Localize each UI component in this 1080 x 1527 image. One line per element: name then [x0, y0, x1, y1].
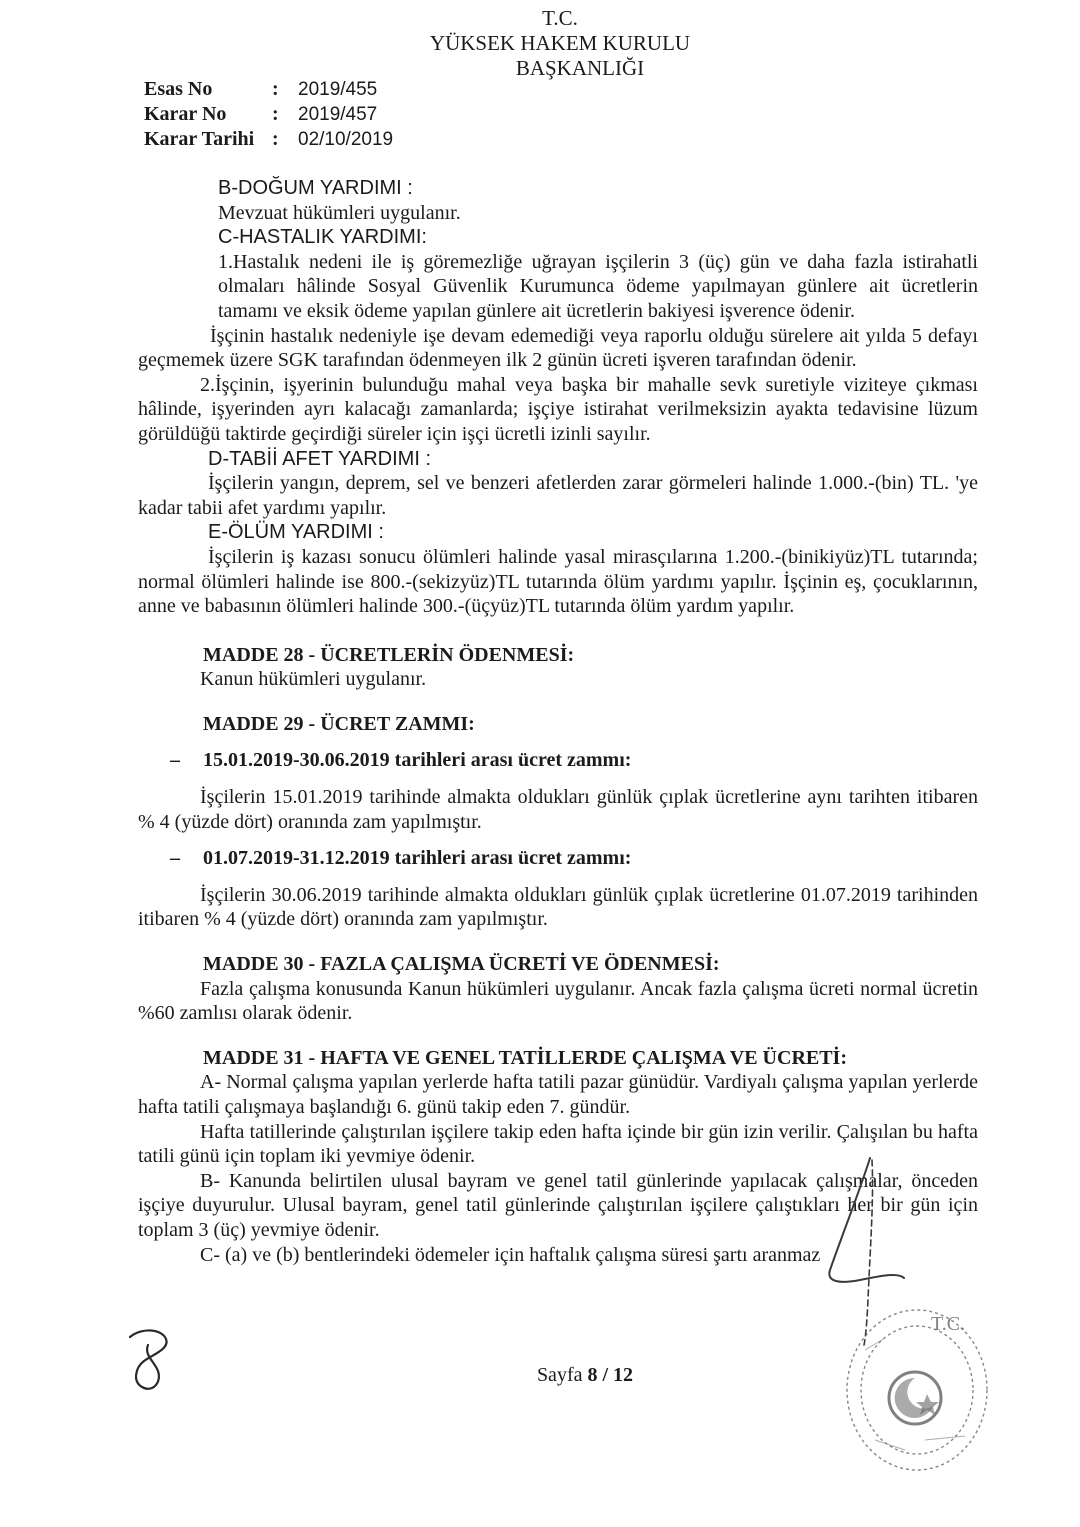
article-31-para-a2: Hafta tatillerinde çalıştırılan işçilere takip eden hafta içinde bir gün izin verilir. Çalışılan bu hafta tatili günü için toplam iki yevmiye ödenir.: [138, 1120, 978, 1168]
document-header: [0, 6, 1080, 81]
official-stamp-icon: [835, 1290, 995, 1480]
section-c-title: C-HASTALIK YARDIMI:: [218, 226, 427, 249]
bullet-title: 01.07.2019-31.12.2019 tarihleri arası ücret zammı:: [203, 847, 632, 870]
article-29-title: MADDE 29 - ÜCRET ZAMMI:: [203, 712, 475, 735]
meta-label: Karar No: [144, 103, 227, 125]
header-tc: T.C.: [542, 6, 578, 30]
meta-label: Esas No: [144, 78, 213, 100]
meta-row-esas: [144, 77, 393, 102]
meta-row-tarih: [144, 127, 393, 152]
article-29-bullet-2: [138, 846, 978, 871]
section-e-title: E-ÖLÜM YARDIMI :: [208, 521, 384, 544]
bullet-dash: –: [170, 847, 180, 870]
section-c-para-2: İşçinin hastalık nedeniyle işe devam edemediği veya raporlu olduğu sürelere ait yılda 5 defayı geçmemek üzere SGK tarafından ödenmeyen ilk 2 günün ücreti işveren tarafından ödenir.: [138, 324, 978, 372]
article-29-bullet-1-text: İşçilerin 15.01.2019 tarihinde almakta oldukları günlük çıplak ücretlerine aynı tarihten itibaren % 4 (yüzde dört) oranında zam yapılmıştır.: [138, 786, 978, 833]
section-c-para-3: 2.İşçinin, işyerinin bulunduğu mahal veya başka bir mahalle sevk suretiyle viziteye çıkması hâlinde, işyerinden ayrı kalacağı zamanlarda; işçiye istirahat verilmeksizin ayakta tedavisine lüzum görüldüğü taktirde geçirdiği süreler için işçi ücretli izinli sayılır.: [138, 373, 978, 445]
article-28-title: MADDE 28 - ÜCRETLERİN ÖDENMESİ:: [203, 643, 575, 666]
section-c-para-1-text: 1.Hastalık nedeni ile iş göremezliğe uğrayan işçilerin 3 (üç) gün ve daha fazla istirahatli olmaları hâlinde Sosyal Güvenlik Kurumunca ödeme yapılmayan günlere ait ücretlerin tamamı ve eksik ödeme yapılan günlere ait ücretlerin bakiyesi işverence ödenir.: [218, 250, 978, 322]
meta-colon: :: [272, 128, 279, 150]
section-b-text: Mevzuat hükümleri uygulanır.: [218, 201, 461, 224]
meta-colon: :: [272, 78, 279, 100]
page-separator: /: [602, 1364, 609, 1386]
meta-value: 02/10/2019: [298, 129, 394, 150]
article-30-title: MADDE 30 - FAZLA ÇALIŞMA ÜCRETİ VE ÖDENMESİ:: [203, 953, 720, 976]
section-d-text: İşçilerin yangın, deprem, sel ve benzeri afetlerden zarar görmeleri halinde 1.000.-(bin) TL. 'ye kadar tabii afet yardımı yapılır.: [138, 472, 978, 519]
header-presidency: BAŞKANLIĞI: [515, 56, 645, 80]
article-28-text: Kanun hükümleri uygulanır.: [200, 668, 427, 691]
article-31-para-b: B- Kanunda belirtilen ulusal bayram ve genel tatil günlerinde yapılacak çalışmalar, önceden işçiye duyurulur. Ulusal bayram, genel tatil günlerinde çalıştırılan işçilere çalıştıkları her bir gün için toplam 3 (üç) yevmiye ödenir.: [138, 1169, 978, 1241]
article-29-bullet-1: [138, 748, 978, 773]
page-total: 12: [613, 1364, 634, 1386]
document-body: [138, 176, 978, 1267]
header-institution: YÜKSEK HAKEM KURULU: [429, 31, 691, 55]
meta-colon: :: [272, 103, 279, 125]
bullet-title: 15.01.2019-30.06.2019 tarihleri arası ücret zammı:: [203, 749, 632, 772]
section-d-title: D-TABİİ AFET YARDIMI :: [208, 447, 431, 470]
article-30-text: Fazla çalışma konusunda Kanun hükümleri uygulanır. Ancak fazla çalışma ücreti normal ücretin %60 zamlısı olarak ödenir.: [138, 977, 978, 1025]
meta-row-karar: [144, 102, 393, 127]
article-31-title: MADDE 31 - HAFTA VE GENEL TATİLLERDE ÇALIŞMA VE ÜCRETİ:: [203, 1046, 848, 1069]
page-current: 8: [587, 1364, 598, 1386]
case-meta: [144, 77, 393, 152]
stamp-text: T.C.: [931, 1313, 966, 1335]
article-29-bullet-2-text: İşçilerin 30.06.2019 tarihinde almakta oldukları günlük çıplak ücretlerine 01.07.2019 tarihinden itibaren % 4 (yüzde dört) oranında zam yapılmıştır.: [138, 883, 978, 931]
meta-label: Karar Tarihi: [144, 128, 255, 150]
article-31-para-a: A- Normal çalışma yapılan yerlerde hafta tatili pazar günüdür. Vardiyalı çalışma yapılan yerlerde hafta tatili çalışmaya başlandığı 6. günü takip eden 7. gündür.: [138, 1071, 978, 1118]
handwritten-initial-icon: [122, 1325, 182, 1395]
section-b-title: B-DOĞUM YARDIMI :: [218, 177, 413, 199]
section-e-text: İşçilerin iş kazası sonucu ölümleri halinde yasal mirasçılarına 1.200.-(binikiyüz)TL tutarında; normal ölümleri halinde ise 800.-(sekizyüz)TL tutarında ölüm yardımı yapılır. İşçinin eş, çocuklarının, anne ve babasının ölümleri halinde 300.-(üçyüz)TL tutarında ölüm yardım yapılır.: [138, 545, 978, 618]
page-prefix: Sayfa: [536, 1364, 583, 1386]
bullet-dash: –: [170, 749, 180, 772]
meta-value: 2019/455: [298, 79, 378, 100]
section-c-para-1: [138, 250, 978, 324]
meta-value: 2019/457: [298, 104, 378, 125]
article-31-para-c: C- (a) ve (b) bentlerindeki ödemeler için haftalık çalışma süresi şartı aranmaz: [200, 1243, 821, 1266]
